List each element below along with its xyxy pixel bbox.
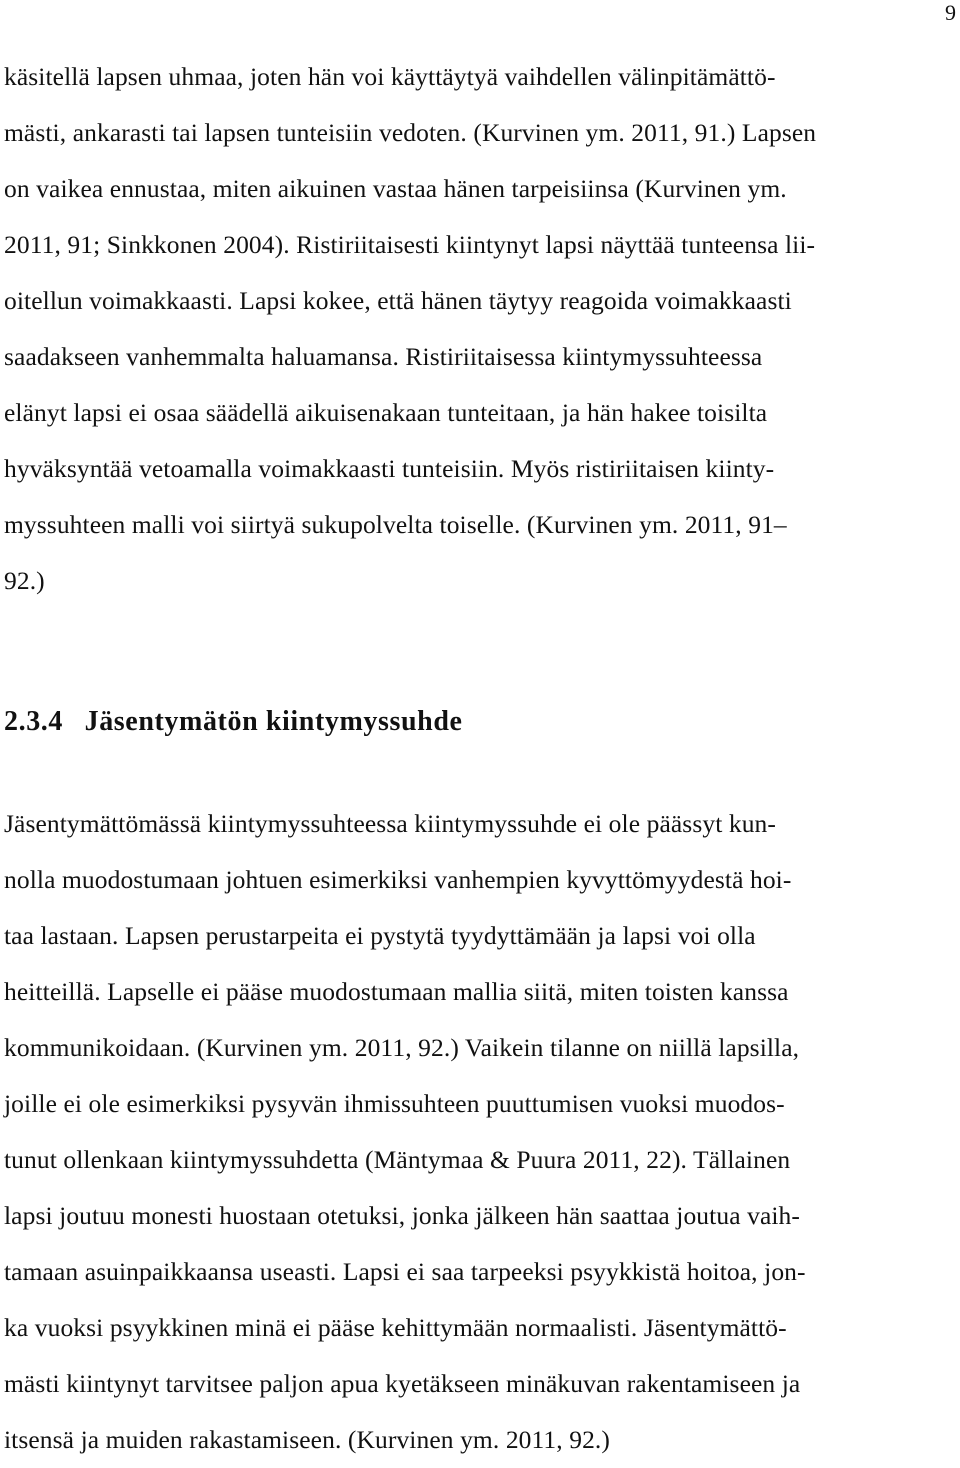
text-line: taa lastaan. Lapsen perustarpeita ei pystytä tyydyttämään ja lapsi voi olla: [4, 921, 756, 950]
text-line: saadakseen vanhemmalta haluamansa. Ristiriitaisessa kiintymyssuhteessa: [4, 342, 763, 371]
text-line: kommunikoidaan. (Kurvinen ym. 2011, 92.) Vaikein tilanne on niillä lapsilla,: [4, 1033, 800, 1062]
text-line: lapsi joutuu monesti huostaan otetuksi, jonka jälkeen hän saattaa joutua vaih-: [4, 1201, 800, 1230]
text-line: 2011, 91; Sinkkonen 2004). Ristiriitaisesti kiintynyt lapsi näyttää tunteensa lii-: [4, 230, 816, 259]
text-line: oitellun voimakkaasti. Lapsi kokee, että hänen täytyy reagoida voimakkaasti: [4, 286, 792, 315]
text-line: tunut ollenkaan kiintymyssuhdetta (Mäntymaa & Puura 2011, 22). Tällainen: [4, 1145, 791, 1174]
section-heading: [4, 700, 463, 744]
text-line: mästi kiintynyt tarvitsee paljon apua kyetäkseen minäkuvan rakentamiseen ja: [4, 1369, 801, 1398]
text-line: mästi, ankarasti tai lapsen tunteisiin vedoten. (Kurvinen ym. 2011, 91.) Lapsen: [4, 118, 817, 147]
text-line: on vaikea ennustaa, miten aikuinen vastaa hänen tarpeisiinsa (Kurvinen ym.: [4, 174, 787, 203]
text-line: joille ei ole esimerkiksi pysyvän ihmissuhteen puuttumisen vuoksi muodos-: [4, 1089, 785, 1118]
text-line: Jäsentymättömässä kiintymyssuhteessa kiintymyssuhde ei ole päässyt kun-: [4, 809, 776, 838]
text-line: nolla muodostumaan johtuen esimerkiksi vanhempien kyvyttömyydestä hoi-: [4, 865, 792, 894]
paragraph-attachment-disorganized: [4, 796, 956, 1468]
text-line: elänyt lapsi ei osaa säädellä aikuisenakaan tunteitaan, ja hän hakee toisilta: [4, 398, 768, 427]
section-number: 2.3.4: [4, 706, 63, 737]
text-line: käsitellä lapsen uhmaa, joten hän voi käyttäytyä vaihdellen välinpitämättö-: [4, 62, 776, 91]
page-number: 9: [945, 0, 956, 25]
text-line: 92.): [4, 566, 45, 595]
text-line: heitteillä. Lapselle ei pääse muodostumaan mallia siitä, miten toisten kanssa: [4, 977, 789, 1006]
text-line: hyväksyntää vetoamalla voimakkaasti tunteisiin. Myös ristiriitaisen kiinty-: [4, 454, 775, 483]
text-line: tamaan asuinpaikkaansa useasti. Lapsi ei saa tarpeeksi psyykkistä hoitoa, jon-: [4, 1257, 806, 1286]
section-title: Jäsentymätön kiintymyssuhde: [84, 706, 463, 737]
text-line: myssuhteen malli voi siirtyä sukupolvelta toiselle. (Kurvinen ym. 2011, 91–: [4, 510, 787, 539]
text-line: itsensä ja muiden rakastamiseen. (Kurvinen ym. 2011, 92.): [4, 1425, 610, 1454]
text-line: ka vuoksi psyykkinen minä ei pääse kehittymään normaalisti. Jäsentymättö-: [4, 1313, 787, 1342]
paragraph-attachment-ambivalent: [4, 49, 956, 609]
